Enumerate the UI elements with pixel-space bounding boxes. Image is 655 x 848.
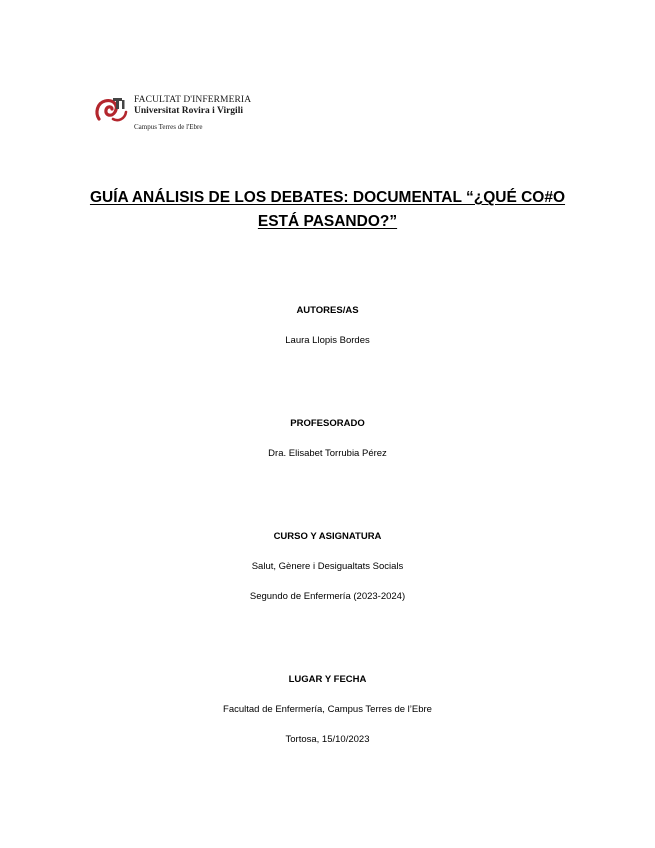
document-title-line1: GUÍA ANÁLISIS DE LOS DEBATES: DOCUMENTAL “¿QUÉ CO#O — [89, 189, 566, 206]
author-name: Laura Llopis Bordes — [285, 335, 370, 346]
place: Facultad de Enfermería, Campus Terres de l’Ebre — [223, 704, 432, 715]
faculty-header — [93, 95, 251, 132]
university-name: Universitat Rovira i Virgili — [134, 106, 243, 116]
course-year: Segundo de Enfermería (2023-2024) — [249, 591, 406, 602]
faculty-name: FACULTAT D'INFERMERIA — [134, 95, 252, 105]
faculty-name-block — [134, 95, 251, 132]
document-title — [60, 186, 595, 234]
authors-label: AUTORES/AS — [296, 305, 359, 316]
course-label: CURSO Y ASIGNATURA — [273, 531, 382, 542]
document-title-line2: ESTÁ PASANDO?” — [257, 213, 398, 230]
subject-name: Salut, Gènere i Desigualtats Socials — [251, 561, 404, 572]
professor-name: Dra. Elisabet Torrubia Pérez — [268, 448, 387, 459]
place-date-label: LUGAR Y FECHA — [288, 674, 367, 685]
campus-name: Campus Terres de l'Ebre — [134, 123, 203, 131]
date: Tortosa, 15/10/2023 — [285, 734, 370, 745]
urv-logo-icon — [93, 95, 129, 125]
faculty-label: PROFESORADO — [290, 418, 365, 429]
